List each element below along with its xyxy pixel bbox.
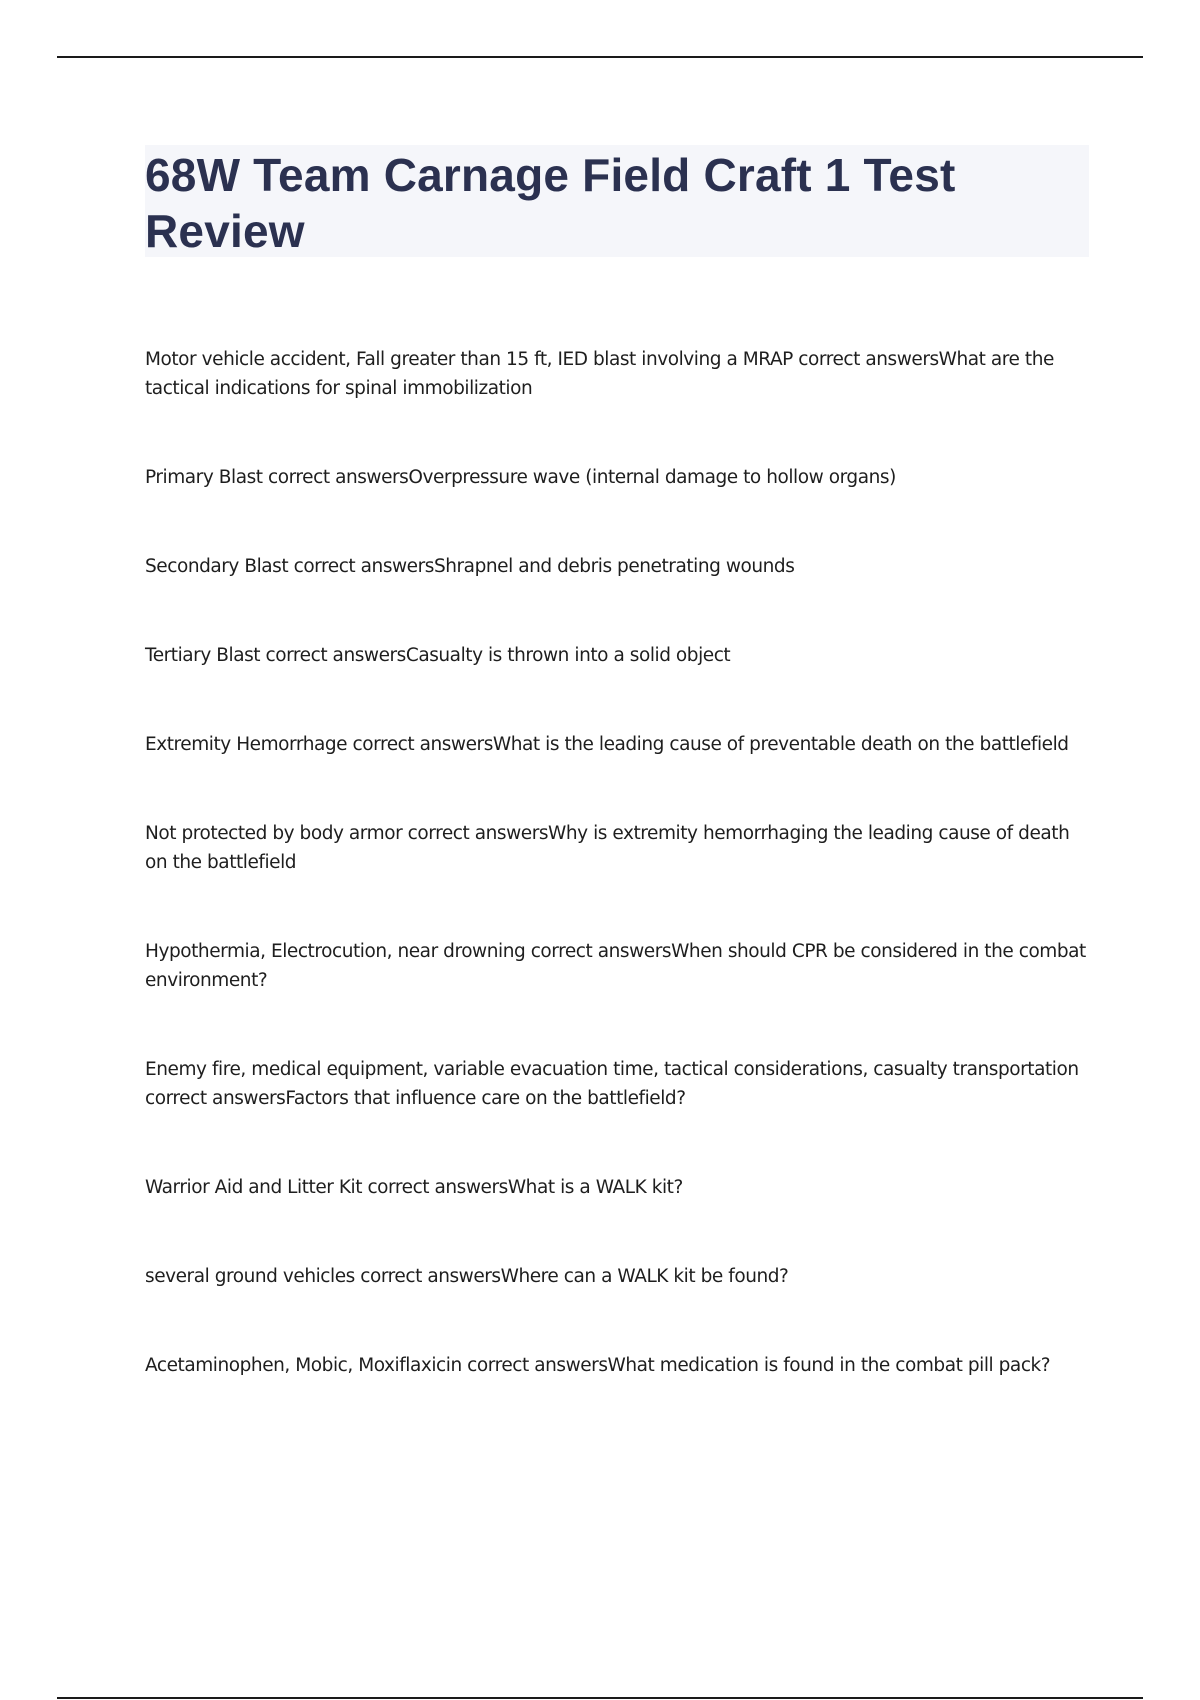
qa-entry: Motor vehicle accident, Fall greater than 15 ft, IED blast involving a MRAP correct answersWhat are the tactical indications for spinal immobilization	[145, 349, 1054, 399]
qa-entry: Not protected by body armor correct answersWhy is extremity hemorrhaging the leading cause of death on the battlefield	[145, 823, 1070, 873]
footer-divider	[57, 1697, 1143, 1699]
qa-entry: Hypothermia, Electrocution, near drowning correct answersWhen should CPR be considered in the combat environment?	[145, 941, 1086, 991]
qa-entry: Acetaminophen, Mobic, Moxiflaxicin correct answersWhat medication is found in the combat pill pack?	[145, 1355, 1051, 1376]
qa-entry: Warrior Aid and Litter Kit correct answersWhat is a WALK kit?	[145, 1177, 683, 1198]
qa-entry: Secondary Blast correct answersShrapnel and debris penetrating wounds	[145, 556, 795, 577]
qa-list	[145, 345, 1095, 1440]
document-title: 68W Team Carnage Field Craft 1 Test Review	[145, 149, 956, 257]
qa-entry: Enemy fire, medical equipment, variable evacuation time, tactical considerations, casualty transportation correct answersFactors that influence care on the battlefield?	[145, 1059, 1079, 1109]
title-banner	[145, 145, 1089, 257]
qa-entry: Tertiary Blast correct answersCasualty is thrown into a solid object	[145, 645, 731, 666]
qa-entry: several ground vehicles correct answersWhere can a WALK kit be found?	[145, 1266, 789, 1287]
qa-entry: Extremity Hemorrhage correct answersWhat is the leading cause of preventable death on the battlefield	[145, 734, 1069, 755]
header-divider	[57, 56, 1143, 58]
qa-entry: Primary Blast correct answersOverpressure wave (internal damage to hollow organs)	[145, 467, 896, 488]
